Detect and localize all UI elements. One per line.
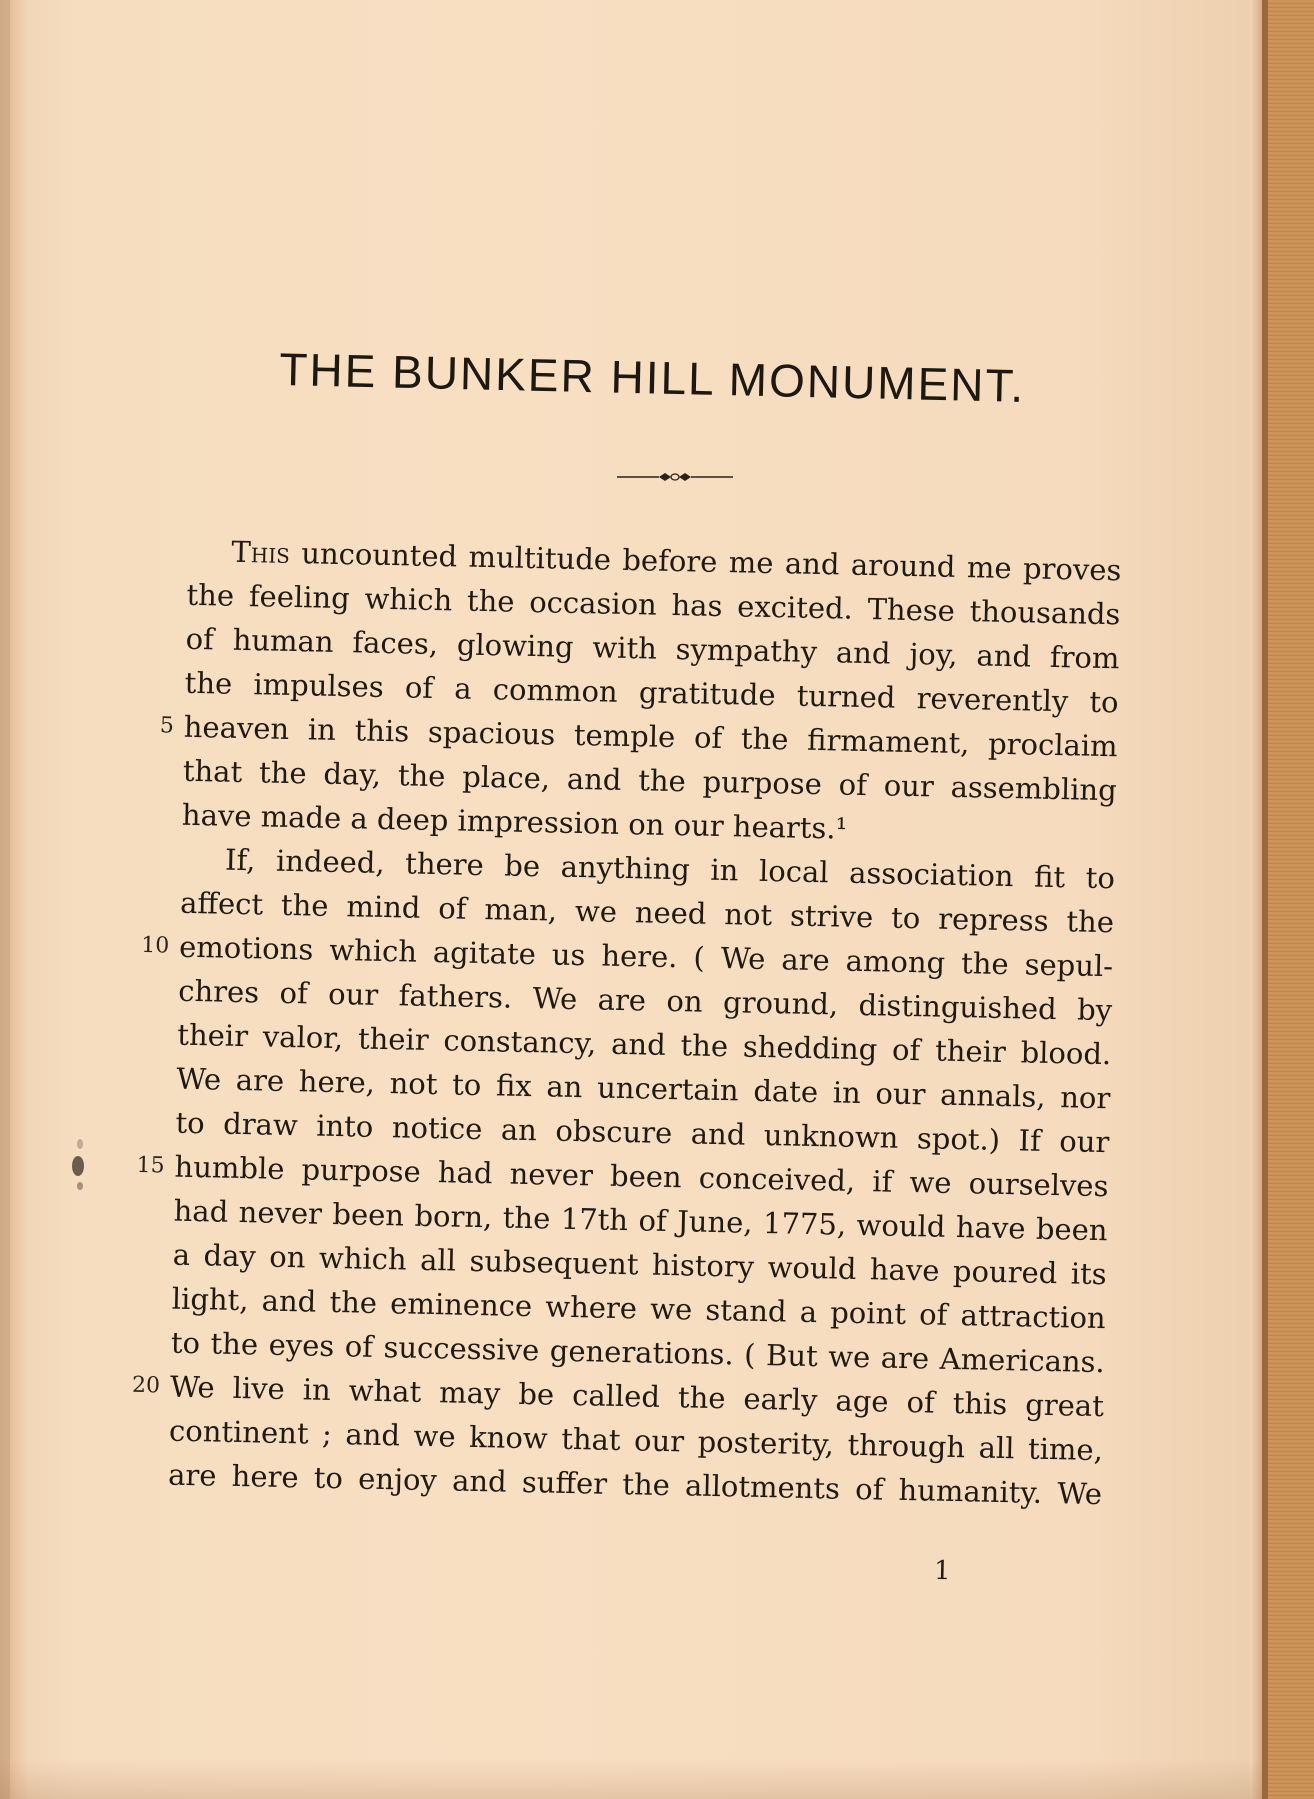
line-text: the impulses of a common gratitude turned reverently to bbox=[184, 665, 1119, 720]
line-number: 5 bbox=[159, 713, 175, 739]
line-number bbox=[136, 1188, 164, 1189]
line-number bbox=[140, 1012, 168, 1013]
line-text: are here to enjoy and suffer the allotments of humanity. We bbox=[167, 1457, 1103, 1512]
line-text: continent ; and we know that our posterity, through all time, bbox=[168, 1413, 1104, 1468]
line-text: the feeling which the occasion has excited. These thousands bbox=[186, 577, 1121, 632]
line-text: their valor, their constancy, and the shedding of their blood. bbox=[177, 1017, 1112, 1072]
line-number bbox=[147, 660, 175, 661]
line-text: We are here, not to fix an uncertain date in our annals, nor bbox=[176, 1061, 1111, 1116]
line-text: of human faces, glowing with sympathy and joy, and from bbox=[185, 621, 1120, 676]
line-number bbox=[141, 968, 169, 969]
line-number bbox=[133, 1320, 161, 1321]
line-number bbox=[145, 748, 173, 749]
line-text: that the day, the place, and the purpose of our assembling bbox=[182, 753, 1118, 808]
line-number bbox=[134, 1276, 162, 1277]
page-number: 1 bbox=[933, 1555, 951, 1587]
line-text: If, indeed, there be anything in local association fit to bbox=[224, 842, 1116, 896]
line-number bbox=[150, 528, 178, 529]
line-number bbox=[143, 880, 171, 881]
line-number bbox=[132, 1408, 160, 1409]
page-title: THE BUNKER HILL MONUMENT. bbox=[278, 342, 1026, 412]
line-text: We live in what may be called the early age of this great bbox=[169, 1369, 1105, 1424]
ink-smudge bbox=[66, 1128, 92, 1198]
line-text: humble purpose had never been conceived, if we ourselves bbox=[174, 1149, 1109, 1204]
line-number bbox=[149, 572, 177, 573]
lead-word: This bbox=[231, 534, 291, 570]
line-text: a day on which all subsequent history would have poured its bbox=[172, 1237, 1107, 1292]
line-number bbox=[131, 1452, 159, 1453]
line-text: to the eyes of successive generations. ( But we are Americans. bbox=[170, 1325, 1106, 1380]
body-text bbox=[130, 528, 1130, 1516]
line-number bbox=[144, 836, 172, 837]
line-number bbox=[144, 792, 172, 793]
book-cover-edge bbox=[1262, 0, 1314, 1799]
line-text: light, and the eminence where we stand a point of attraction bbox=[171, 1281, 1107, 1336]
page-edge bbox=[1250, 0, 1262, 1799]
line-number bbox=[139, 1056, 167, 1057]
line-text: affect the mind of man, we need not strive to repress the bbox=[179, 885, 1115, 940]
line-text: had never been born, the 17th of June, 1775, would have been bbox=[173, 1193, 1108, 1248]
line-text: heaven in this spacious temple of the firmament, proclaim bbox=[183, 709, 1118, 764]
line-text: have made a deep impression on our hearts.¹ bbox=[181, 797, 848, 846]
ornament-rule-icon bbox=[617, 470, 733, 484]
gutter-shadow bbox=[0, 0, 10, 1799]
line-number: 10 bbox=[140, 932, 170, 959]
line-text: emotions which agitate us here. ( We are among the sepul- bbox=[178, 929, 1114, 984]
line-number bbox=[135, 1232, 163, 1233]
line-number bbox=[138, 1100, 166, 1101]
line-text: chres of our fathers. We are on ground, distinguished by bbox=[177, 973, 1113, 1028]
line-text: to draw into notice an obscure and unknown spot.) If our bbox=[175, 1105, 1110, 1160]
line-number bbox=[148, 616, 176, 617]
line-body: uncounted multitude before me and around me proves bbox=[301, 536, 1122, 588]
bottom-shadow bbox=[0, 1759, 1262, 1799]
line-number: 20 bbox=[131, 1372, 161, 1399]
line-number: 15 bbox=[136, 1152, 165, 1179]
